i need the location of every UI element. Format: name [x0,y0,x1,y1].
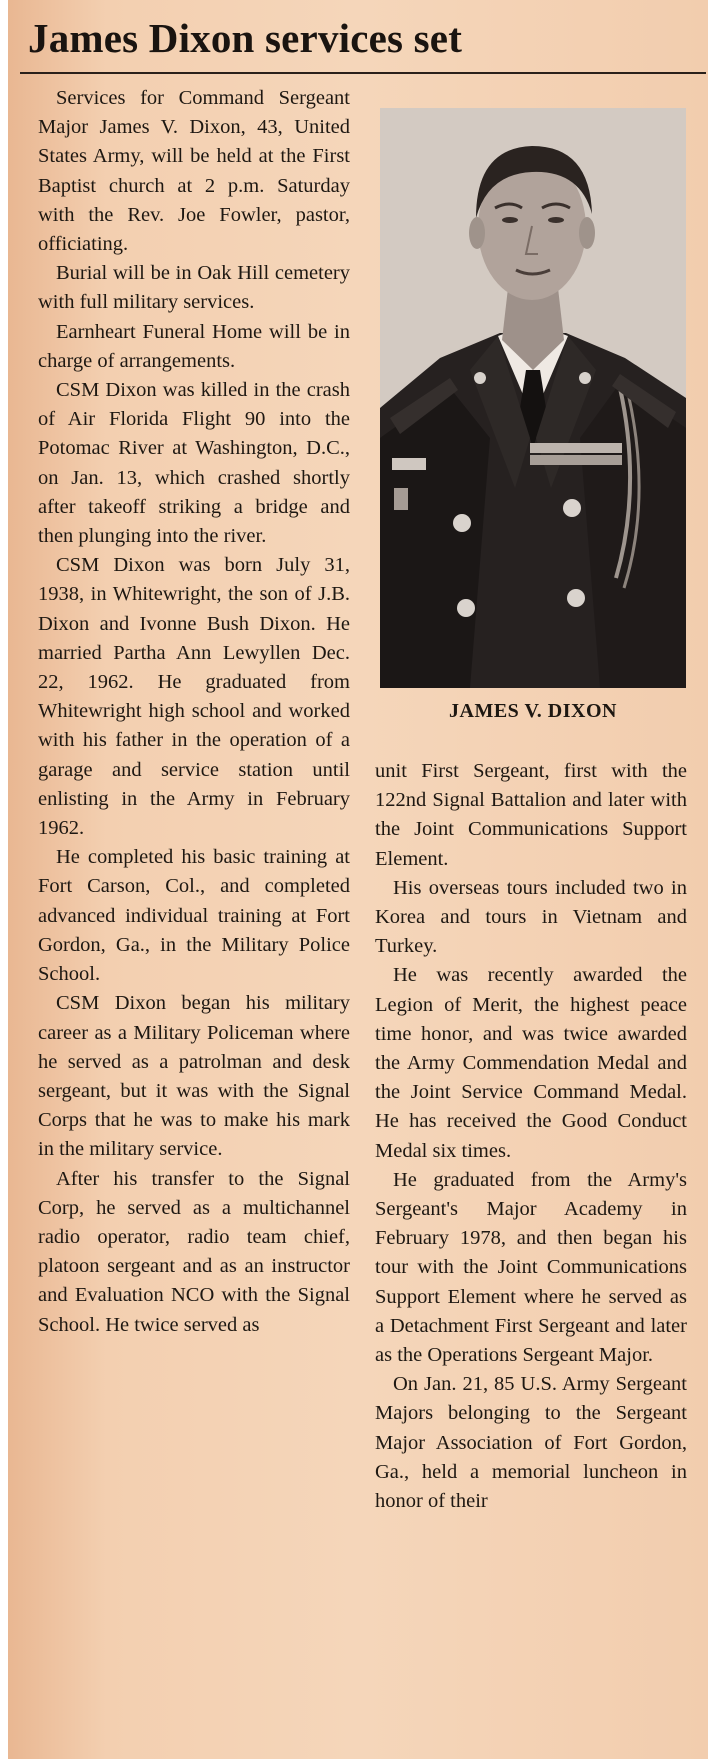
paragraph: Burial will be in Oak Hill cemetery with full military services. [38,262,350,314]
paragraph: He graduated from the Army's Sergeant's Major Academy in February 1978, and then began his tour with the Joint Communications Support Element where he served as a Detachment First Sergeant and later as the Operations Sergeant Major. [375,1168,687,1367]
paragraph: On Jan. 21, 85 U.S. Army Sergeant Majors belonging to the Sergeant Major Association of Fort Gordon, Ga., held a memorial luncheon in honor of their [375,1373,687,1513]
article-column-right [375,757,687,1516]
headline-rule [20,72,706,74]
newspaper-clipping [8,0,708,1759]
article-column-left [38,84,350,1340]
paragraph: CSM Dixon was born July 31, 1938, in Whitewright, the son of J.B. Dixon and Ivonne Bush Dixon. He married Partha Ann Lewyllen Dec. 22, 1962. He graduated from Whitewright high school and worked with his father in the operation of a garage and service station until enlisting in the Army in February 1962. [38,554,350,840]
paragraph: unit First Sergeant, first with the 122nd Signal Battalion and later with the Joint Communications Support Element. [375,760,687,870]
paragraph: His overseas tours included two in Korea and tours in Vietnam and Turkey. [375,876,687,958]
paragraph: He completed his basic training at Fort Carson, Col., and completed advanced individual training at Fort Gordon, Ga., in the Military Police School. [38,846,350,986]
paragraph: Earnheart Funeral Home will be in charge of arrangements. [38,320,350,372]
paragraph: CSM Dixon began his military career as a Military Policeman where he served as a patrolman and desk sergeant, but it was with the Signal Corps that he was to make his mark in the military service. [38,992,350,1161]
paragraph: CSM Dixon was killed in the crash of Air Florida Flight 90 into the Potomac River at Washington, D.C., on Jan. 13, which crashed shortly after takeoff striking a bridge and then plunging into the river. [38,379,350,548]
soldier-portrait-image [380,108,686,688]
portrait-photo [380,108,686,688]
paragraph: After his transfer to the Signal Corp, he served as a multichannel radio operator, radio team chief, platoon sergeant and as an instructor and Evaluation NCO with the Signal School. He twice served as [38,1167,350,1336]
paragraph: Services for Command Sergeant Major James V. Dixon, 43, United States Army, will be held at the First Baptist church at 2 p.m. Saturday with the Rev. Joe Fowler, pastor, officiating. [38,87,350,256]
photo-caption: JAMES V. DIXON [449,700,617,722]
headline: James Dixon services set [28,15,463,61]
paragraph: He was recently awarded the Legion of Merit, the highest peace time honor, and was twice awarded the Army Commendation Medal and the Joint Service Command Medal. He has received the Good Conduct Medal six times. [375,964,687,1162]
